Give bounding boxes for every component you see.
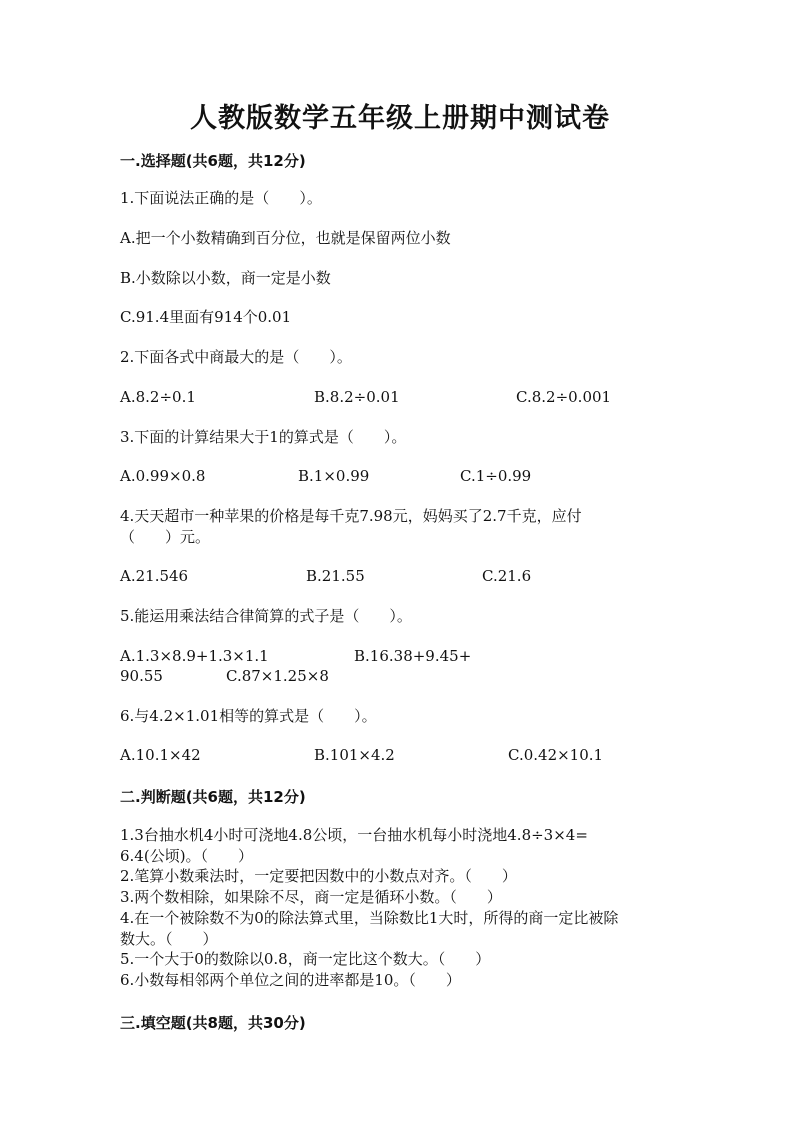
question-stem-3: 3.下面的计算结果大于1的算式是（ ）。 — [120, 428, 407, 446]
question-1-option-c: C.91.4里面有914个0.01 — [120, 308, 292, 326]
judgement-6: 6.小数每相邻两个单位之间的进率都是10。（ ） — [120, 971, 461, 989]
judgement-3: 3.两个数相除，如果除不尽，商一定是循环小数。（ ） — [120, 888, 502, 906]
question-2-option-b: B.8.2÷0.01 — [314, 388, 400, 406]
question-4-option-c: C.21.6 — [482, 567, 532, 585]
question-stem-4-line2: （ ）元。 — [120, 528, 211, 546]
question-stem-4-line1: 4.天天超市一种苹果的价格是每千克7.98元，妈妈买了2.7千克，应付 — [120, 507, 582, 525]
question-1-option-a: A.把一个小数精确到百分位，也就是保留两位小数 — [120, 229, 451, 247]
question-stem-1: 1.下面说法正确的是（ ）。 — [120, 189, 322, 207]
question-4-option-b: B.21.55 — [306, 567, 365, 585]
judgement-1-line1: 1.3台抽水机4小时可浇地4.8公顷，一台抽水机每小时浇地4.8÷3×4= — [120, 826, 588, 844]
judgement-2: 2.笔算小数乘法时，一定要把因数中的小数点对齐。（ ） — [120, 867, 517, 885]
section-heading-true-false: 二.判断题(共6题，共12分) — [120, 788, 306, 806]
question-stem-6: 6.与4.2×1.01相等的算式是（ ）。 — [120, 707, 377, 725]
question-5-option-b: B.16.38+9.45+ — [354, 647, 472, 665]
section-heading-fill-in: 三.填空题(共8题，共30分) — [120, 1014, 306, 1032]
page-title: 人教版数学五年级上册期中测试卷 — [190, 103, 610, 134]
question-3-option-a: A.0.99×0.8 — [120, 467, 206, 485]
judgement-4-line1: 4.在一个被除数不为0的除法算式里，当除数比1大时，所得的商一定比被除 — [120, 909, 619, 927]
question-5-options — [120, 646, 680, 666]
question-stem-5: 5.能运用乘法结合律简算的式子是（ ）。 — [120, 607, 412, 625]
question-3-option-c: C.1÷0.99 — [460, 467, 532, 485]
question-3-option-b: B.1×0.99 — [298, 467, 370, 485]
question-2-option-a: A.8.2÷0.1 — [120, 388, 196, 406]
question-6-option-a: A.10.1×42 — [120, 746, 201, 764]
question-6-options — [120, 745, 680, 765]
question-2-option-c: C.8.2÷0.001 — [516, 388, 612, 406]
question-stem-2: 2.下面各式中商最大的是（ ）。 — [120, 348, 352, 366]
section-heading-choice: 一.选择题(共6题，共12分) — [120, 152, 306, 170]
judgement-1-line2: 6.4(公顷)。（ ） — [120, 847, 254, 865]
question-5-option-a: A.1.3×8.9+1.3×1.1 — [120, 647, 269, 665]
question-4-options — [120, 566, 680, 586]
question-5-option-c: C.87×1.25×8 — [226, 667, 329, 685]
question-3-options — [120, 466, 680, 486]
question-4-option-a: A.21.546 — [120, 567, 189, 585]
question-6-option-b: B.101×4.2 — [314, 746, 395, 764]
question-5-option-b-continued: 90.55 — [120, 667, 163, 685]
question-5-options-continued — [120, 666, 680, 686]
judgement-5: 5.一个大于0的数除以0.8，商一定比这个数大。（ ） — [120, 950, 491, 968]
judgement-4-line2: 数大。（ ） — [120, 930, 218, 948]
question-1-option-b: B.小数除以小数，商一定是小数 — [120, 269, 331, 287]
question-2-options — [120, 387, 680, 407]
question-6-option-c: C.0.42×10.1 — [508, 746, 604, 764]
